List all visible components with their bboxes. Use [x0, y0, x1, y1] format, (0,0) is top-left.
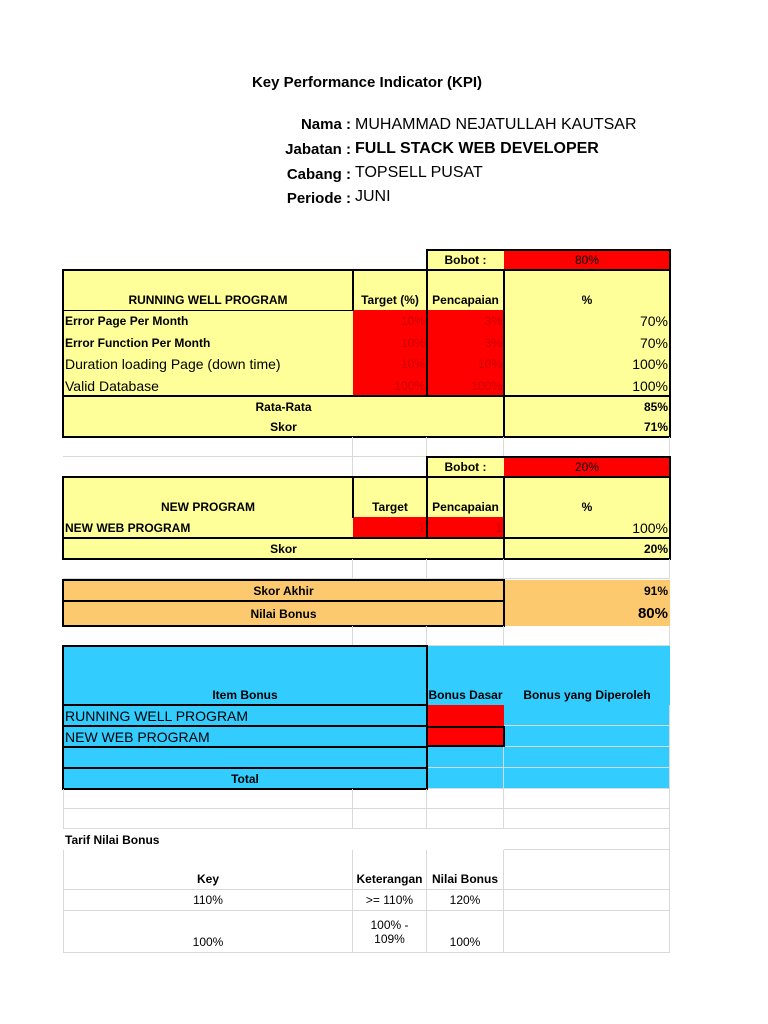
nama-value: MUHAMMAD NEJATULLAH KAUTSAR	[355, 116, 637, 133]
kpi-row-pencapaian: 100%	[427, 375, 504, 396]
periode-label: Periode :	[286, 190, 351, 207]
bobot-value: 80%	[504, 250, 670, 270]
column-header-bonus-diperoleh: Bonus yang Diperoleh	[504, 646, 670, 705]
kpi-row-percent: 100%	[504, 375, 670, 396]
skor-value: 20%	[504, 538, 670, 559]
page-title: Key Performance Indicator (KPI)	[251, 74, 483, 91]
bonus-item-name: NEW WEB PROGRAM	[63, 726, 427, 747]
cabang-label: Cabang :	[286, 166, 351, 183]
kpi-row-pencapaian: 3%	[427, 310, 504, 332]
bonus-total-label: Total	[63, 768, 427, 789]
column-header-bonus-dasar: Bonus Dasar	[427, 646, 504, 705]
tarif-row-nilai: 120%	[427, 890, 504, 911]
bonus-diperoleh-cell[interactable]	[504, 705, 670, 726]
column-header-target: Target	[353, 477, 427, 517]
tarif-row-key: 110%	[63, 890, 353, 911]
column-header-pencapaian: Pencapaian	[427, 477, 504, 517]
column-header-program: RUNNING WELL PROGRAM	[63, 270, 353, 310]
column-header-pencapaian: Pencapaian	[427, 270, 504, 310]
nama-label: Nama :	[300, 116, 351, 133]
kpi-row-target: 10%	[353, 332, 427, 353]
skor-label: Skor	[63, 417, 504, 437]
bonus-item-name: RUNNING WELL PROGRAM	[63, 705, 427, 726]
bonus-dasar-cell[interactable]	[427, 726, 504, 747]
skor-value: 71%	[504, 417, 670, 437]
periode-value: JUNI	[355, 188, 391, 205]
bonus-diperoleh-cell[interactable]	[504, 747, 670, 768]
skor-akhir-label: Skor Akhir	[63, 580, 504, 601]
kpi-row-target: 1	[353, 517, 427, 538]
kpi-row-pencapaian: 3%	[427, 332, 504, 353]
bonus-total-dasar[interactable]	[427, 768, 504, 789]
kpi-row-percent: 100%	[504, 353, 670, 375]
rata-rata-label: Rata-Rata	[63, 396, 504, 417]
bonus-empty-row	[63, 747, 427, 768]
kpi-row-target: 10%	[353, 310, 427, 332]
column-header-item-bonus: Item Bonus	[63, 646, 427, 705]
kpi-row-target: 100%	[353, 375, 427, 396]
nilai-bonus-label: Nilai Bonus	[63, 601, 504, 626]
kpi-row-name: Duration loading Page (down time)	[63, 353, 353, 375]
kpi-row-name: Error Page Per Month	[63, 310, 353, 332]
kpi-row-name: NEW WEB PROGRAM	[63, 517, 353, 538]
bonus-total-diperoleh[interactable]	[504, 768, 670, 789]
bobot-label: Bobot :	[427, 457, 504, 477]
bonus-dasar-cell[interactable]	[427, 747, 504, 768]
tarif-row-keterangan: >= 110%	[353, 890, 427, 911]
skor-label: Skor	[63, 538, 504, 559]
column-header-percent: %	[504, 270, 670, 310]
kpi-row-pencapaian: 1	[427, 517, 504, 538]
kpi-row-percent: 70%	[504, 332, 670, 353]
tarif-title: Tarif Nilai Bonus	[65, 832, 160, 847]
nilai-bonus-value: 80%	[504, 601, 670, 626]
tarif-header-nilai: Nilai Bonus	[427, 850, 504, 890]
tarif-header-key: Key	[63, 850, 353, 890]
skor-akhir-value: 91%	[504, 580, 670, 601]
tarif-row-nilai: 100%	[427, 911, 504, 953]
tarif-row-keterangan: 100% - 109%	[353, 911, 427, 953]
kpi-row-percent: 70%	[504, 310, 670, 332]
bobot-label: Bobot :	[427, 250, 504, 270]
bonus-dasar-cell[interactable]	[427, 705, 504, 726]
column-header-percent: %	[504, 477, 670, 517]
kpi-row-name: Valid Database	[63, 375, 353, 396]
cabang-value: TOPSELL PUSAT	[355, 164, 483, 181]
jabatan-label: Jabatan :	[285, 141, 351, 158]
tarif-header-keterangan: Keterangan	[353, 850, 427, 890]
kpi-row-name: Error Function Per Month	[63, 332, 353, 353]
bobot-value: 20%	[504, 457, 670, 477]
rata-rata-value: 85%	[504, 396, 670, 417]
kpi-row-percent: 100%	[504, 517, 670, 538]
column-header-program: NEW PROGRAM	[63, 477, 353, 517]
column-header-target: Target (%)	[353, 270, 427, 310]
kpi-row-pencapaian: 10%	[427, 353, 504, 375]
kpi-row-target: 10%	[353, 353, 427, 375]
tarif-row-key: 100%	[63, 911, 353, 953]
bonus-diperoleh-cell[interactable]	[504, 726, 670, 747]
jabatan-value: FULL STACK WEB DEVELOPER	[355, 140, 599, 157]
